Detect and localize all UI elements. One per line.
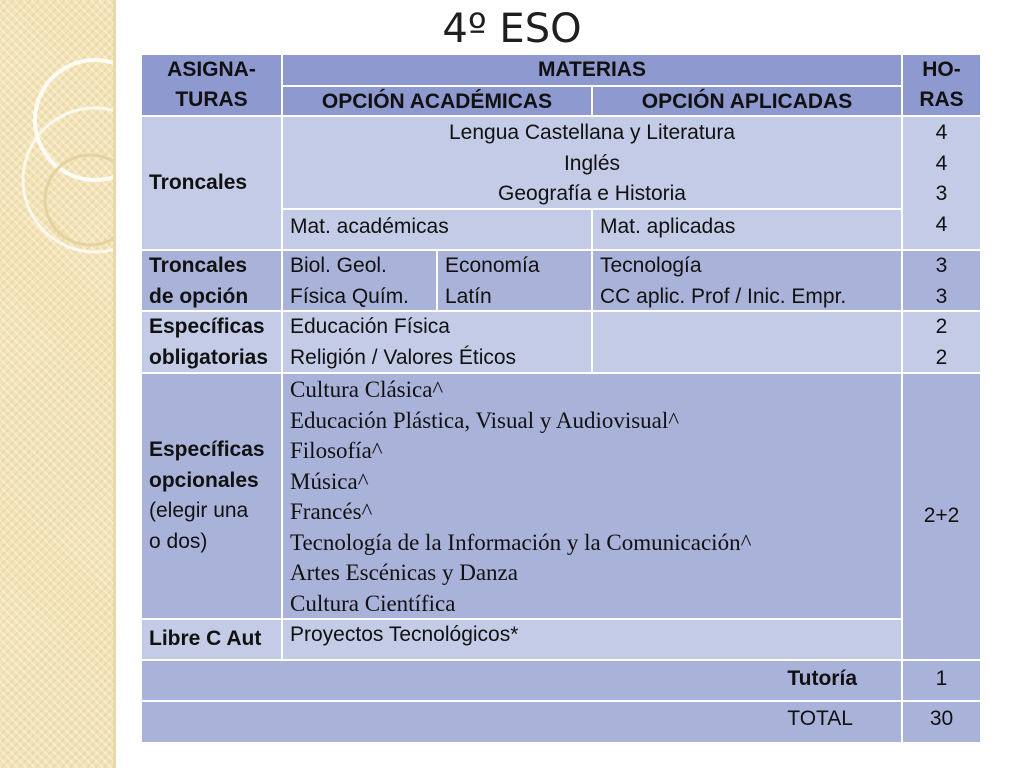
label-note-line: o dos) bbox=[149, 529, 208, 553]
header-horas bbox=[902, 54, 981, 116]
subject-biol-geol: Biol. Geol. bbox=[290, 254, 387, 277]
troncales-opcion-col2 bbox=[437, 250, 592, 311]
troncales-opcion-hours bbox=[902, 250, 981, 311]
especificas-obligatorias-subjects bbox=[282, 311, 592, 373]
subject-educacion-plastica: Educación Plástica, Visual y Audiovisual^ bbox=[290, 407, 680, 433]
header-horas-line2: RAS bbox=[919, 88, 964, 111]
libre-label: Libre C Aut bbox=[149, 627, 262, 651]
header-horas-line1: HO- bbox=[922, 58, 961, 81]
libre-subject bbox=[282, 619, 902, 660]
total-hours: 30 bbox=[902, 701, 981, 743]
decorative-sidebar bbox=[0, 0, 113, 768]
label-note-line: (elegir una bbox=[149, 499, 249, 522]
subject-mat-aplicadas: Mat. aplicadas bbox=[592, 209, 902, 250]
row-label-troncales-opcion bbox=[141, 250, 282, 311]
subject-mat-academicas: Mat. académicas bbox=[282, 209, 592, 250]
subject-filosofia: Filosofía^ bbox=[290, 438, 383, 463]
total-label: TOTAL bbox=[141, 701, 902, 743]
label-line: opcionales bbox=[149, 468, 259, 492]
label-line: de opción bbox=[149, 284, 249, 308]
tutoria-hours: 1 bbox=[902, 660, 981, 701]
troncales-hours bbox=[902, 116, 981, 250]
troncales-opcion-col3 bbox=[592, 250, 902, 311]
subject-ingles: Inglés bbox=[563, 151, 621, 175]
troncales-common-subjects bbox=[282, 116, 902, 209]
row-label-especificas-obligatorias bbox=[141, 311, 282, 373]
hours-value: 3 bbox=[935, 254, 948, 277]
header-asignaturas-line2: TURAS bbox=[175, 88, 248, 111]
label-line: obligatorias bbox=[149, 345, 269, 369]
subject-tic: Tecnología de la Información y la Comunicación^ bbox=[290, 529, 752, 555]
troncales-opcion-col1 bbox=[282, 250, 437, 311]
hours-value: 3 bbox=[935, 182, 948, 205]
subject-frances: Francés^ bbox=[290, 499, 373, 524]
label-line: Troncales bbox=[149, 254, 248, 277]
row-label-troncales bbox=[141, 116, 282, 250]
decorative-rings bbox=[0, 0, 113, 768]
subject-tecnologia: Tecnología bbox=[600, 254, 702, 277]
subject-musica: Música^ bbox=[290, 468, 369, 494]
hours-value: 2+2 bbox=[923, 504, 960, 528]
subject-cc-aplic: CC aplic. Prof / Inic. Empr. bbox=[600, 284, 847, 308]
row-label-especificas-opcionales bbox=[141, 373, 282, 619]
subject-educacion-fisica: Educación Física bbox=[290, 315, 450, 338]
hours-value: 3 bbox=[935, 284, 948, 308]
header-opcion-aplicadas: OPCIÓN APLICADAS bbox=[592, 86, 902, 116]
especificas-obligatorias-hours bbox=[902, 311, 981, 373]
label-line: Específicas bbox=[149, 315, 265, 338]
subject-cultura-cientifica: Cultura Científica bbox=[290, 590, 456, 616]
especificas-opcionales-subjects bbox=[282, 373, 902, 619]
subject-economia: Economía bbox=[445, 254, 540, 277]
row-label-libre bbox=[141, 619, 282, 660]
especificas-obligatorias-empty bbox=[592, 311, 902, 373]
subject-cultura-clasica: Cultura Clásica^ bbox=[290, 377, 444, 402]
hours-value: 2 bbox=[935, 345, 948, 369]
hours-value: 4 bbox=[935, 151, 948, 175]
subject-proyectos-tecnologicos: Proyectos Tecnológicos* bbox=[290, 623, 519, 646]
hours-value: 4 bbox=[935, 121, 948, 144]
subject-latin: Latín bbox=[445, 284, 492, 308]
subject-fisica-quim: Física Quím. bbox=[290, 284, 410, 308]
subject-artes-escenicas: Artes Escénicas y Danza bbox=[290, 560, 518, 585]
sidebar-border bbox=[113, 0, 116, 768]
hours-value: 4 bbox=[935, 212, 948, 236]
header-asignaturas-line1: ASIGNA- bbox=[167, 58, 256, 81]
hours-value: 2 bbox=[935, 315, 948, 338]
header-asignaturas bbox=[141, 54, 282, 116]
subject-religion-valores: Religión / Valores Éticos bbox=[290, 345, 517, 369]
header-materias: MATERIAS bbox=[282, 54, 902, 86]
especificas-opcionales-hours bbox=[902, 373, 981, 660]
troncales-label: Troncales bbox=[149, 170, 248, 194]
tutoria-label: Tutoría bbox=[141, 660, 902, 701]
label-line: Específicas bbox=[149, 438, 265, 461]
subject-lengua: Lengua Castellana y Literatura bbox=[448, 121, 736, 144]
header-opcion-academicas: OPCIÓN ACADÉMICAS bbox=[282, 86, 592, 116]
page-title: 4º ESO bbox=[442, 6, 582, 52]
subject-geografia: Geografía e Historia bbox=[498, 182, 686, 205]
